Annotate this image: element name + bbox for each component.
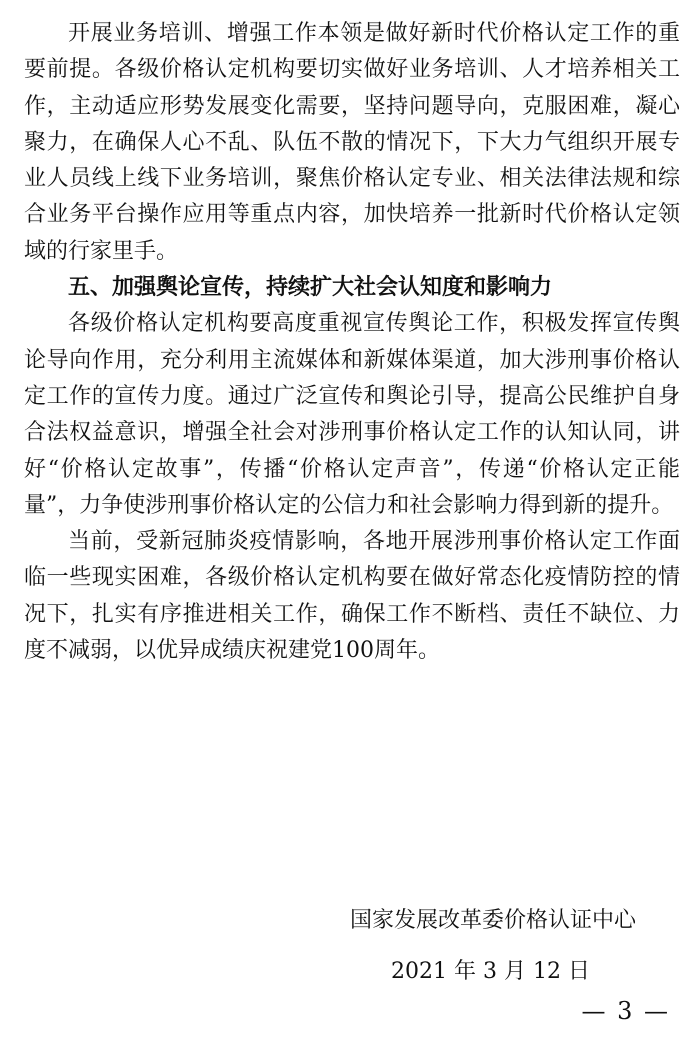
page-number: — 3 — xyxy=(581,997,670,1025)
issuing-organization: 国家发展改革委价格认证中心 xyxy=(349,908,636,933)
section-five-heading: 五、加强舆论宣传，持续扩大社会认知度和影响力 xyxy=(68,275,553,301)
document-date: 2021 年 3 月 12 日 xyxy=(391,959,590,984)
publicity-paragraph: 各级价格认定机构要高度重视宣传舆论工作，积极发挥宣传舆论导向作用，充分利用主流媒体和新媒体渠道，加大涉刑事价格认定工作的宣传力度。通过广泛宣传和舆论引导，提高公民维护自身合法权益意识，增强全社会对涉刑事价格认定工作的认知认同，讲好“价格认定故事”，传播“价格认定声音”，传递“价格认定正能量”，力争使涉刑事价格认定的公信力和社会影响力得到新的提升。 xyxy=(24,311,680,518)
training-paragraph: 开展业务培训、增强工作本领是做好新时代价格认定工作的重要前提。各级价格认定机构要切实做好业务培训、人才培养相关工作，主动适应形势发展变化需要，坚持问题导向，克服困难，凝心聚力，在确保人心不乱、队伍不散的情况下，下大力气组织开展专业人员线上线下业务培训，聚焦价格认定专业、相关法律法规和综合业务平台操作应用等重点内容，加快培养一批新时代价格认定领域的行家里手。 xyxy=(24,21,680,264)
closing-paragraph: 当前，受新冠肺炎疫情影响，各地开展涉刑事价格认定工作面临一些现实困难，各级价格认定机构要在做好常态化疫情防控的情况下，扎实有序推进相关工作，确保工作不断档、责任不缺位、力度不减弱，以优异成绩庆祝建党100周年。 xyxy=(24,529,680,664)
document-body xyxy=(24,16,680,669)
